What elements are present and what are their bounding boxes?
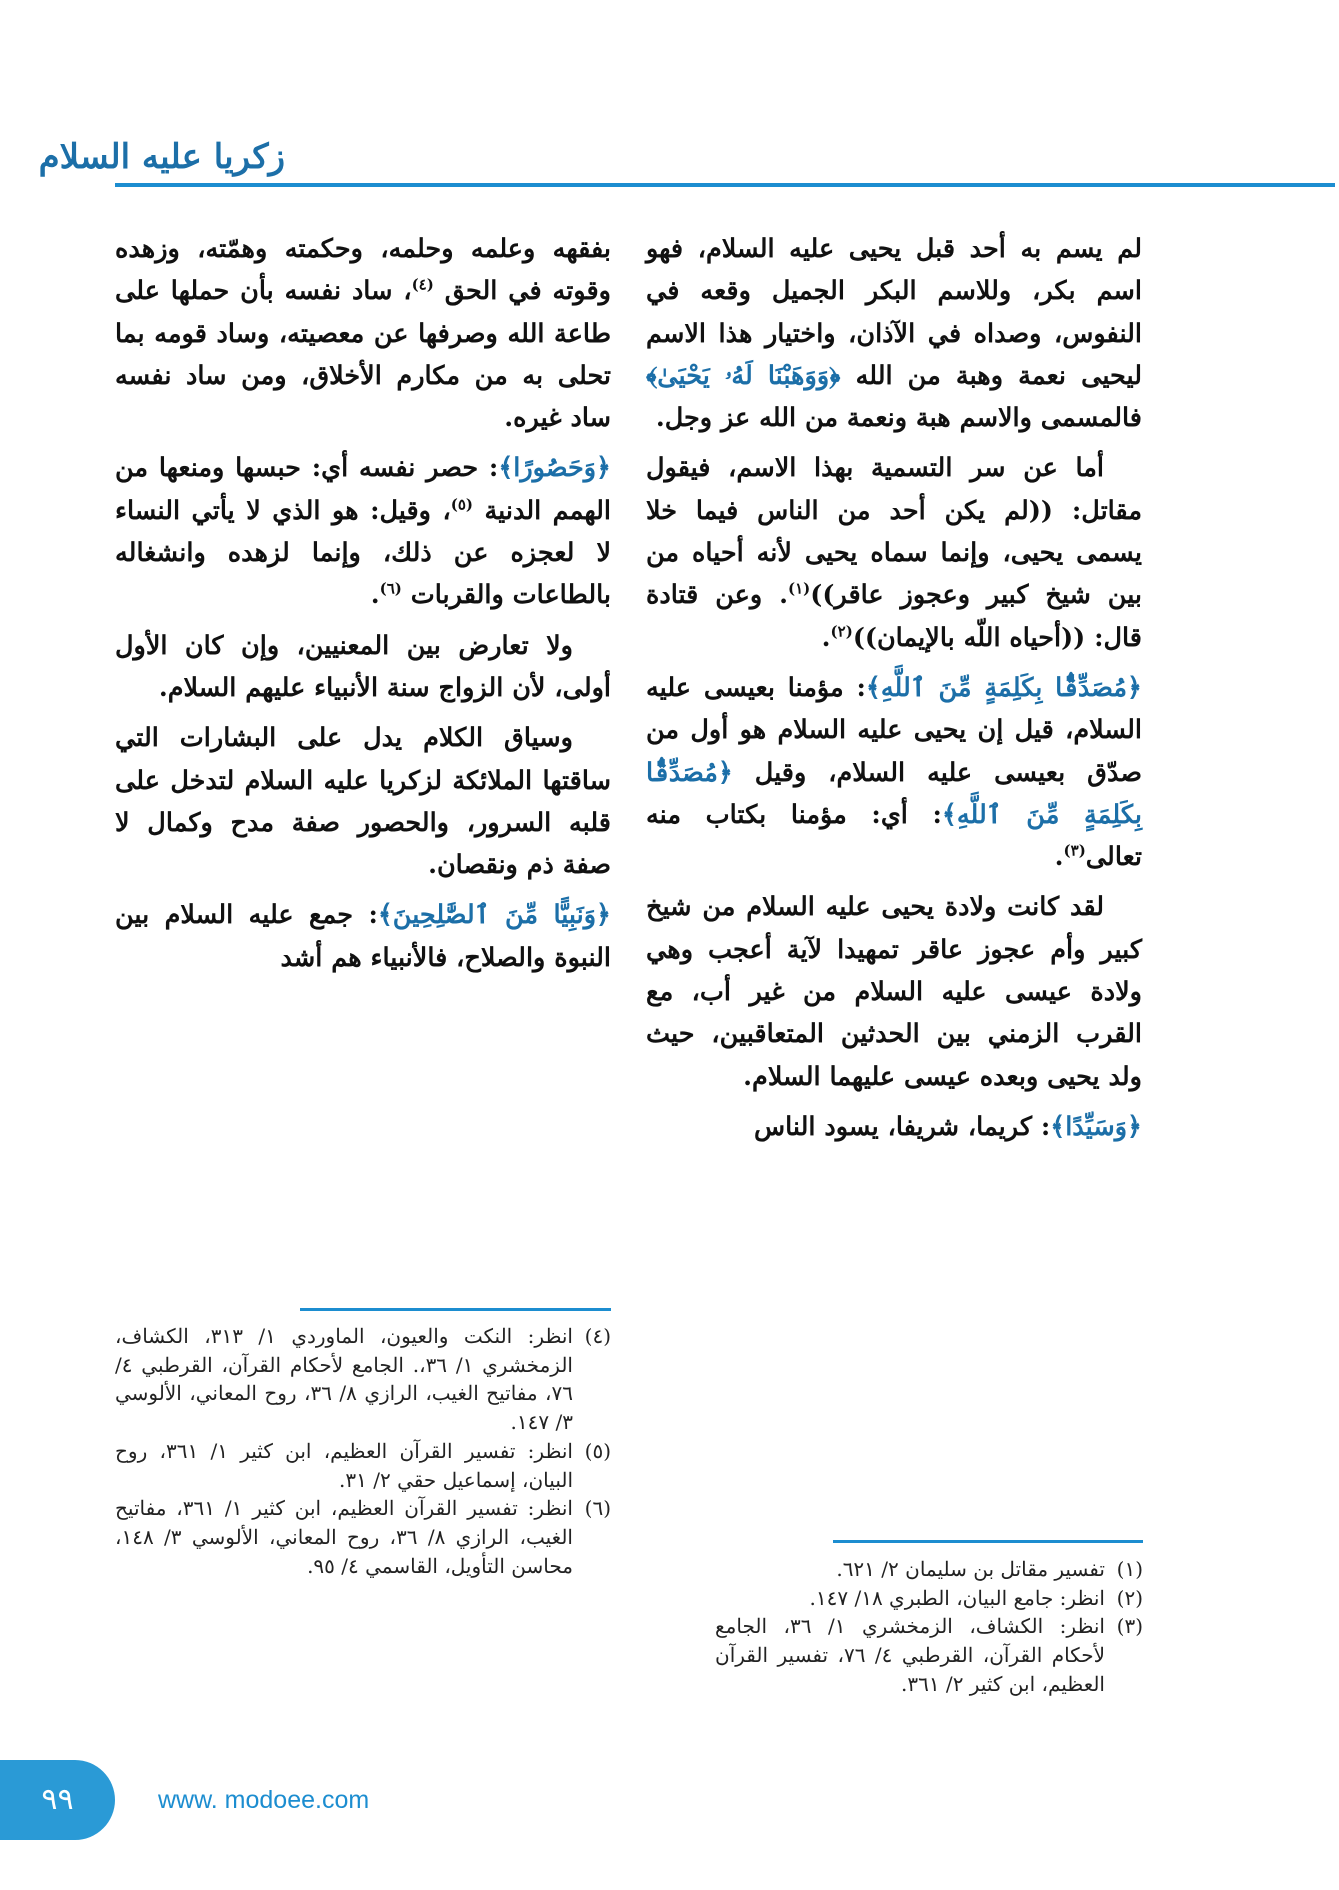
footnote-text: تفسير مقاتل بن سليمان ٢/ ٦٢١.: [836, 1557, 1105, 1581]
paragraph: ﴿مُصَدِّقًۢا بِكَلِمَةٍ مِّنَ ٱللَّهِ﴾: مؤمنا بعيسى عليه السلام، قيل إن يحيى عليه السلام هو أول من صدّق بعيسى عليه السلام، وقيل ﴿مُصَدِّقًۢا بِكَلِمَةٍ مِّنَ ٱللَّهِ﴾: أي: مؤمنا بكتاب منه تعالى$^{(٣)}$.: [646, 672, 1142, 873]
footnote-number: (١): [1116, 1557, 1143, 1581]
footnote: [115, 1437, 611, 1494]
text-column-left: [115, 228, 611, 979]
quran-quote: ﴿وَنَبِيًّا مِّنَ ٱلصَّٰلِحِينَ﴾: [377, 900, 611, 931]
footnote-ref[interactable]: (٢): [830, 622, 853, 641]
running-header-title: زكريا عليه السلام: [38, 137, 285, 177]
quran-quote: ﴿وَسَيِّدًا﴾: [1050, 1111, 1142, 1142]
paragraph: ولا تعارض بين المعنيين، وإن كان الأول أولى، لأن الزواج سنة الأنبياء عليهم السلام.: [115, 630, 611, 703]
footnote-divider-left: [300, 1308, 611, 1311]
paragraph: وسياق الكلام يدل على البشارات التي ساقتها الملائكة لزكريا عليه السلام لتدخل على قلبه السرور، والحصور صفة مدح وكمال لا صفة ذم ونقصان.: [115, 723, 611, 881]
text-column-right: [646, 228, 1142, 1148]
footnote-ref[interactable]: (٥): [450, 495, 473, 514]
website-url[interactable]: www. modoee.com: [158, 1786, 370, 1814]
footnote-number: (٦): [584, 1496, 611, 1521]
quran-quote: ﴿مُصَدِّقًۢا بِكَلِمَةٍ مِّنَ ٱللَّهِ﴾: [865, 672, 1142, 703]
footnote-text: انظر: الكشاف، الزمخشري ١/ ٣٦، الجامع لأحكام القرآن، القرطبي ٤/ ٧٦، تفسير القرآن العظيم، ابن كثير ٢/ ٣٦١.: [715, 1614, 1105, 1696]
quran-quote: ﴿وَوَهَبْنَا لَهُۥ يَحْيَىٰ﴾: [646, 360, 841, 391]
footnote: [715, 1555, 1143, 1584]
paragraph: ﴿وَحَصُورًا﴾: حصر نفسه أي: حبسها ومنعها من الهمم الدنية $^{(٥)}$، وقيل: هو الذي لا يأتي النساء لا لعجزه عن ذلك، وإنما لزهده وانشغاله بالطاعات والقربات $^{(٦)}$.: [115, 453, 611, 611]
footnote-number: (٣): [1116, 1614, 1143, 1639]
footnote-ref[interactable]: (١): [787, 579, 811, 598]
footnote: [115, 1494, 611, 1580]
footnote: [715, 1612, 1143, 1698]
footnote-text: انظر: تفسير القرآن العظيم، ابن كثير ١/ ٣٦١، مفاتيح الغيب، الرازي ٨/ ٣٦، روح المعاني، الألوسي ٣/ ١٤٨، محاسن التأويل، القاسمي ٤/ ٩٥.: [115, 1496, 573, 1578]
footnote-text: انظر: النكت والعيون، الماوردي ١/ ٣١٣، الكشاف، الزمخشري ١/ ٣٦،. الجامع لأحكام القرآن، القرطبي ٤/ ٧٦، مفاتيح الغيب، الرازي ٨/ ٣٦، روح المعاني، الألوسي ٣/ ١٤٧.: [115, 1324, 573, 1435]
header-divider: [115, 183, 1335, 187]
footnote-divider-right: [833, 1540, 1143, 1543]
paragraph: ﴿وَنَبِيًّا مِّنَ ٱلصَّٰلِحِينَ﴾: جمع عليه السلام بين النبوة والصلاح، فالأنبياء هم أشد: [115, 900, 611, 973]
footnote-ref[interactable]: (٤): [411, 275, 434, 294]
footnote-text: انظر: تفسير القرآن العظيم، ابن كثير ١/ ٣٦١، روح البيان، إسماعيل حقي ٢/ ٣١.: [115, 1438, 573, 1492]
footnote-ref[interactable]: (٣): [1063, 841, 1086, 860]
paragraph: لقد كانت ولادة يحيى عليه السلام من شيخ كبير وأم عجوز عاقر تمهيدا لآية أعجب وهي ولادة عيسى عليه السلام من غير أب، مع القرب الزمني بين الحدثين المتعاقبين، حيث ولد يحيى وبعده عيسى عليهما السلام.: [646, 892, 1142, 1092]
paragraph: ﴿وَسَيِّدًا﴾: كريما، شريفا، يسود الناس: [754, 1111, 1142, 1142]
footnote-number: (٥): [584, 1438, 611, 1463]
footnote: [115, 1322, 611, 1437]
paragraph: لم يسم به أحد قبل يحيى عليه السلام، فهو اسم بكر، وللاسم البكر الجميل وقعه في النفوس، وصداه في الآذان، واختيار هذا الاسم ليحيى نعمة وهبة من الله ﴿وَوَهَبْنَا لَهُۥ يَحْيَىٰ﴾ فالمسمى والاسم هبة ونعمة من الله عز وجل.: [646, 234, 1142, 434]
quran-quote: ﴿وَحَصُورًا﴾: [498, 453, 611, 484]
footnote-text: انظر: جامع البيان، الطبري ١٨/ ١٤٧.: [809, 1585, 1105, 1610]
footnote-ref[interactable]: (٦): [379, 579, 402, 598]
footnotes-right: [715, 1555, 1143, 1699]
paragraph: بفقهه وعلمه وحلمه، وحكمته وهمّته، وزهده وقوته في الحق $^{(٤)}$، ساد نفسه بأن حملها على طاعة الله وصرفها عن معصيته، وساد قومه بما تحلى به من مكارم الأخلاق، ومن ساد نفسه ساد غيره.: [115, 234, 611, 434]
quran-quote: ﴿مُصَدِّقًۢا بِكَلِمَةٍ مِّنَ ٱللَّهِ﴾: [646, 757, 1142, 830]
footnotes-left: [115, 1322, 611, 1580]
paragraph: أما عن سر التسمية بهذا الاسم، فيقول مقاتل: ((لم يكن أحد من الناس فيما خلا يسمى يحيى، وإنما سماه يحيى لأنه أحياه من بين شيخ كبير وعجوز عاقر))$^{(١)}$. وعن قتادة قال: ((أحياه اللّه بالإيمان))$^{(٢)}$.: [646, 453, 1143, 653]
footnote: [715, 1584, 1143, 1613]
footnote-number: (٤): [584, 1324, 611, 1348]
footnote-number: (٢): [1116, 1585, 1143, 1610]
page-number: ٩٩: [0, 1760, 115, 1840]
